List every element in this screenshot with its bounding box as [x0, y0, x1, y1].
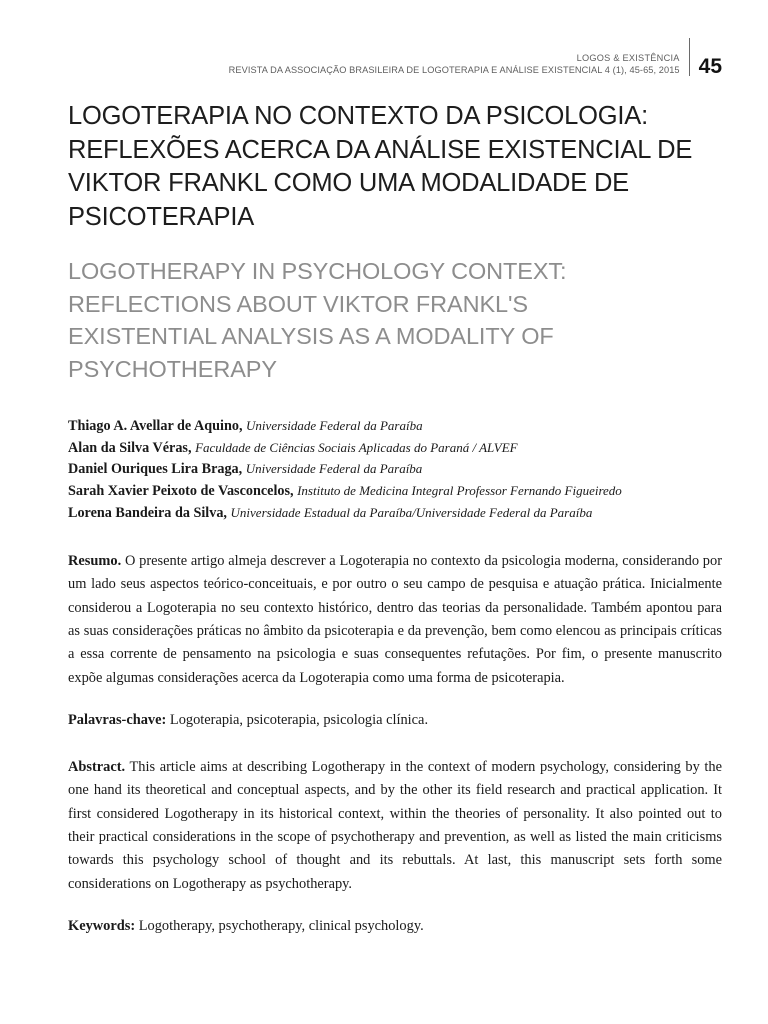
journal-name: LOGOS & EXISTÊNCIA	[576, 53, 680, 64]
author-name: Alan da Silva Véras,	[68, 439, 192, 456]
keywords-text: Logotherapy, psychotherapy, clinical psychology.	[135, 918, 424, 935]
page-title	[68, 100, 722, 235]
subtitle-line: REFLECTIONS ABOUT VIKTOR FRANKL'S	[68, 290, 528, 317]
title-line: PSICOTERAPIA	[68, 202, 255, 231]
page-number: 45	[698, 55, 722, 78]
author-affiliation: Universidade Estadual da Paraíba/Universidade Federal da Paraíba	[230, 504, 593, 520]
subtitle-line: PSYCHOTHERAPY	[68, 356, 277, 383]
author-affiliation: Universidade Federal da Paraíba	[245, 461, 423, 477]
title-line: VIKTOR FRANKL COMO UMA MODALIDADE DE	[68, 169, 629, 198]
author-entry	[68, 416, 722, 438]
abstract-paragraph	[68, 756, 722, 896]
subtitle-line: EXISTENTIAL ANALYSIS AS A MODALITY OF	[68, 323, 554, 350]
author-affiliation: Instituto de Medicina Integral Professor Fernando Figueiredo	[297, 482, 622, 498]
author-affiliation: Faculdade de Ciências Sociais Aplicadas do Paraná / ALVEF	[195, 439, 518, 455]
page-subtitle-english	[68, 255, 722, 387]
resumo-paragraph	[68, 550, 722, 690]
running-head	[68, 0, 722, 78]
resumo-text: O presente artigo almeja descrever a Logoterapia no contexto da psicologia moderna, considerando por um lado seus aspectos teórico-conceituais, e por outro o seu campo de pesquisa e atuação prática. Inicialmente considerou a Logoterapia no seu contexto histórico, dentro das teorias da personalidade. Também apontou para as suas considerações práticas no âmbito da psicoterapia e da prevenção, bem como elencou as principais críticas a essa corrente de pensamento na psicologia e suas consequentes refutações. Por fim, o presente manuscrito expõe algumas considerações acerca da Logoterapia como uma forma de psicoterapia.	[68, 553, 722, 686]
palavras-chave-line	[68, 709, 722, 732]
resumo-label: Resumo.	[68, 553, 122, 570]
palavras-chave-label: Palavras-chave:	[68, 712, 167, 729]
author-list	[68, 416, 722, 524]
subtitle-line: LOGOTHERAPY IN PSYCHOLOGY CONTEXT:	[68, 257, 567, 284]
title-line: LOGOTERAPIA NO CONTEXTO DA PSICOLOGIA:	[68, 102, 648, 130]
author-name: Lorena Bandeira da Silva,	[68, 504, 227, 521]
abstract-label: Abstract.	[68, 759, 126, 776]
author-name: Daniel Ouriques Lira Braga,	[68, 461, 243, 478]
keywords-line	[68, 915, 722, 938]
author-affiliation: Universidade Federal da Paraíba	[246, 418, 423, 434]
abstract-text: This article aims at describing Logotherapy in the context of modern psychology, considering by the one hand its theoretical and conceptual aspects, and by the other its field research and practical application. It first considered Logotherapy in its historical context, within the theories of personality. It also pointed out to their practical considerations in the scope of psychotherapy and prevention, as well as listed the main criticisms towards this psychology school of thought and its rebuttals. At last, this manuscript sets forth some considerations on Logotherapy as psychotherapy.	[68, 759, 722, 892]
author-entry	[68, 503, 722, 525]
journal-identification	[229, 53, 689, 78]
author-entry	[68, 438, 722, 460]
keywords-label: Keywords:	[68, 918, 136, 935]
palavras-chave-text: Logoterapia, psicoterapia, psicologia clínica.	[166, 712, 429, 729]
author-name: Sarah Xavier Peixoto de Vasconcelos,	[68, 482, 294, 499]
author-entry	[68, 481, 722, 503]
title-line: REFLEXÕES ACERCA DA ANÁLISE EXISTENCIAL DE	[68, 135, 693, 164]
author-name: Thiago A. Avellar de Aquino,	[68, 418, 243, 435]
author-entry	[68, 459, 722, 481]
journal-issue-info: REVISTA DA ASSOCIAÇÃO BRASILEIRA DE LOGOTERAPIA E ANÁLISE EXISTENCIAL 4 (1), 45-65, 2015	[228, 65, 680, 76]
